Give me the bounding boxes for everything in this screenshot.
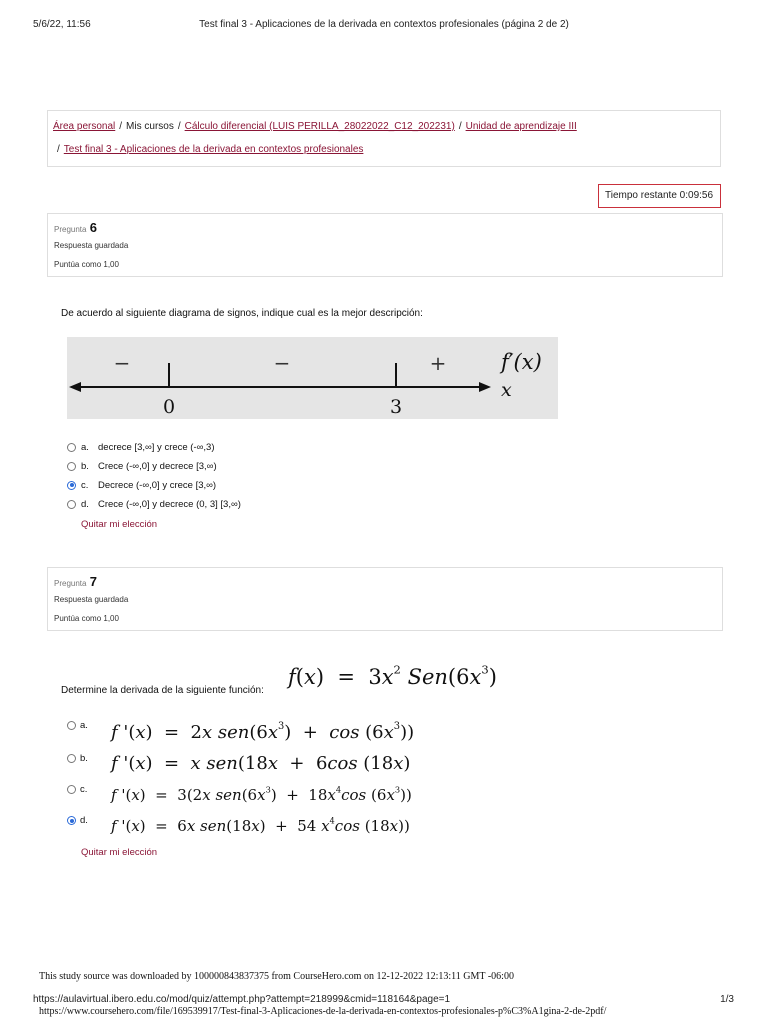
clear-choice-link[interactable]: Quitar mi elección [81,847,158,858]
radio-c[interactable] [67,481,76,490]
sign-middle: − [273,351,291,375]
question-number-value: 7 [89,574,97,589]
sign-diagram-graphic [67,337,558,419]
axis-label: x [501,379,512,401]
radio-d[interactable] [67,500,76,509]
option-c[interactable] [67,784,87,795]
function-label: f′(x) [501,350,542,374]
study-source-note: This study source was downloaded by 100000843837375 from CourseHero.com on 12-12-2022 12:13:11 GMT -06:00 [39,971,514,982]
question-state: Respuesta guardada [54,241,129,250]
question-grade: Puntúa como 1,00 [54,614,119,623]
radio-b[interactable] [67,462,76,471]
breadcrumb-item-area-personal[interactable]: Área personal [53,121,116,132]
print-datetime: 5/6/22, 11:56 [33,19,91,30]
tick-label-three: 3 [389,396,403,418]
option-text: Crece (-∞,0] y decrece (0, 3] [3,∞) [98,498,241,510]
option-a[interactable] [67,720,88,731]
timer-value: 0:09:56 [679,190,714,201]
option-text: decrece [3,∞] y crece (-∞,3) [98,441,215,453]
breadcrumb-item-test[interactable]: Test final 3 - Aplicaciones de la derivada en contextos profesionales [63,144,364,155]
option-letter: c. [81,479,89,491]
option-c[interactable] [67,478,216,492]
option-d-formula: f '(x) = 6x sen(18x) + 54 $x^4\cos$ (18x)) [111,815,410,835]
print-url: https://aulavirtual.ibero.edu.co/mod/quiz/attempt.php?attempt=218999&cmid=118164&page=1 [33,994,451,1005]
option-text: Decrece (-∞,0] y crece [3,∞) [98,479,217,491]
option-b[interactable] [67,459,217,473]
time-remaining-badge [598,184,721,208]
breadcrumb-item-unit[interactable]: Unidad de aprendizaje III [465,121,577,132]
option-letter: c. [80,784,88,795]
breadcrumb [47,110,721,167]
option-a-formula: f '(x) = 2x $sen(6x^3) + \cos (6x^3)$) [111,721,415,743]
sign-diagram [67,337,558,419]
left-arrow-head [69,382,81,392]
question-6-text: De acuerdo al siguiente diagrama de signos, indique cual es la mejor descripción: [61,308,423,319]
right-arrow-head [479,382,491,392]
coursehero-url: https://www.coursehero.com/file/169539917/Test-final-3-Aplicaciones-de-la-derivada-en-contextos-profesionales-p%C3%A1gina-2-de-2pdf/ [39,1006,607,1017]
option-letter: a. [80,720,88,731]
breadcrumb-line-1 [53,121,577,132]
breadcrumb-separator: / [119,121,123,132]
print-title: Test final 3 - Aplicaciones de la derivada en contextos profesionales (página 2 de 2) [199,19,569,30]
option-letter: b. [80,753,88,764]
radio-d[interactable] [67,816,76,825]
option-d[interactable] [67,815,88,826]
question-number-label: Pregunta [54,225,87,234]
function-formula: $f(x) = 3x^2$ $Sen(6x^3)$ [288,662,497,689]
option-letter: d. [81,498,89,510]
option-a[interactable] [67,440,215,454]
option-letter: a. [81,441,89,453]
sign-right: + [429,351,447,375]
option-letter: d. [80,815,88,826]
clear-choice-link[interactable]: Quitar mi elección [81,519,158,530]
question-number-label: Pregunta [54,579,87,588]
breadcrumb-item-course[interactable]: Cálculo diferencial (LUIS PERILLA_28022022_C12_202231) [184,121,455,132]
breadcrumb-separator: / [177,121,181,132]
breadcrumb-separator: / [458,121,462,132]
question-number-value: 6 [89,220,97,235]
tick-label-zero: 0 [162,396,176,418]
option-letter: b. [81,460,89,472]
radio-b[interactable] [67,754,76,763]
option-b[interactable] [67,753,88,764]
question-number [54,220,97,235]
option-c-formula: f '(x) = 3(2x $sen(6x^3) + 18x^4\cos$ $(6x^3)$) [111,784,412,804]
breadcrumb-separator: / [57,144,60,155]
print-page-number: 1/3 [720,994,734,1005]
option-d[interactable] [67,497,241,511]
option-b-formula: f '(x) = x sen(18x + 6cos (18x) [111,753,411,774]
question-6-info [47,213,723,277]
question-state: Respuesta guardada [54,595,129,604]
radio-a[interactable] [67,721,76,730]
option-text: Crece (-∞,0] y decrece [3,∞) [98,460,217,472]
breadcrumb-item-mis-cursos: Mis cursos [126,121,174,132]
question-7-text: Determine la derivada de la siguiente función: [61,685,264,696]
question-number [54,574,97,589]
breadcrumb-line-2 [53,144,363,155]
sign-left: − [113,351,131,375]
timer-label: Tiempo restante [605,190,677,201]
print-header [0,19,768,33]
radio-a[interactable] [67,443,76,452]
question-grade: Puntúa como 1,00 [54,260,119,269]
question-7-info [47,567,723,631]
radio-c[interactable] [67,785,76,794]
